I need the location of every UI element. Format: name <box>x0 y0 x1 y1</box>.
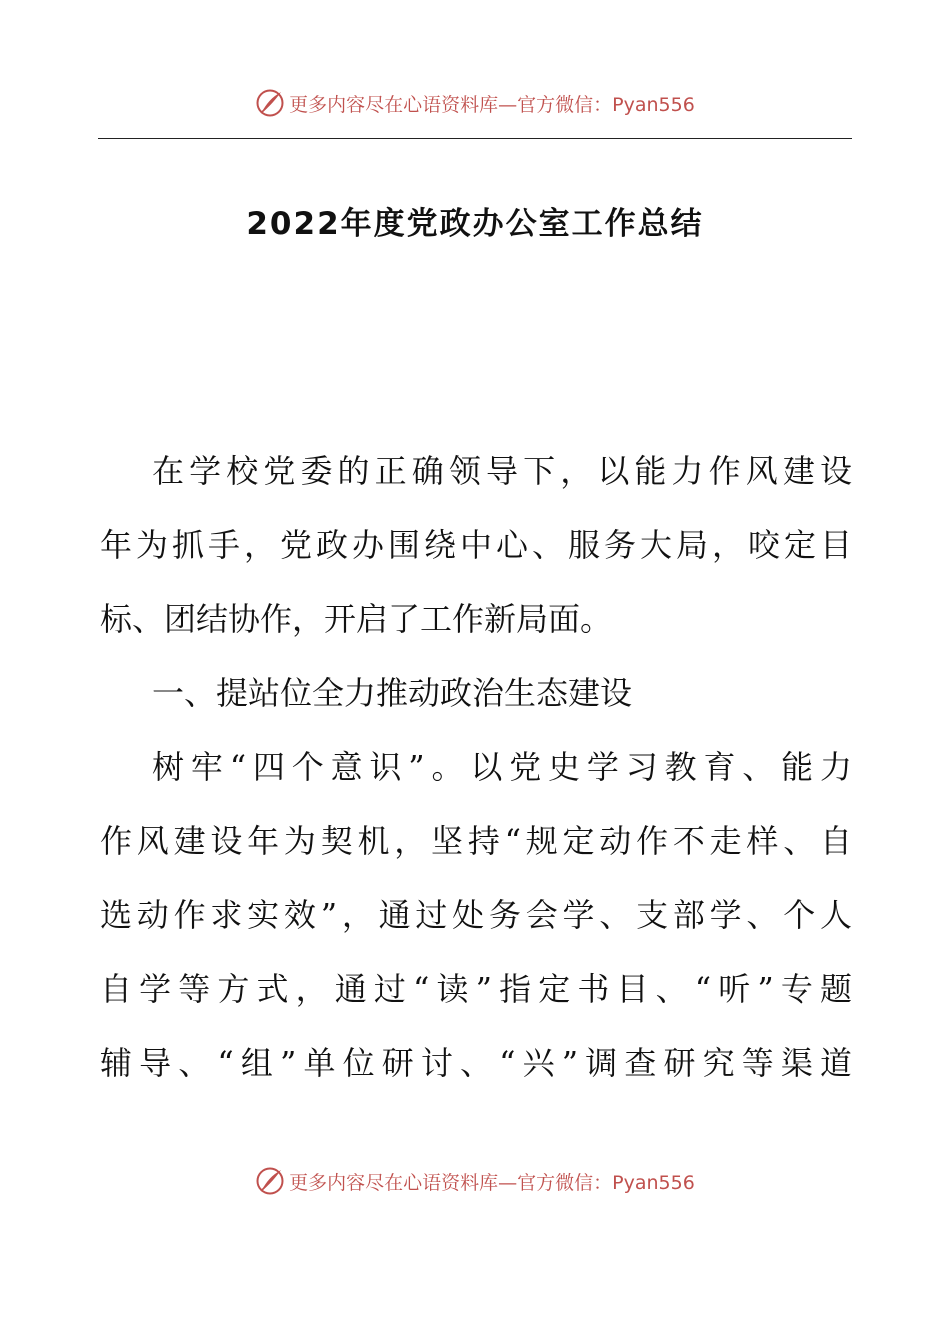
quill-pen-logo-icon <box>255 1166 285 1196</box>
header-watermark <box>0 90 950 120</box>
watermark-wechat-id: Pyan556 <box>612 1172 695 1194</box>
section-heading-1: 一、提站位全力推动政治生态建设 <box>152 674 633 712</box>
document-body <box>100 434 852 1100</box>
body-line-9: 辅导、“组”单位研讨、“兴”调查研究等渠道 <box>100 1044 852 1082</box>
body-line-5: 树牢“四个意识”。以党史学习教育、能力 <box>152 748 852 786</box>
body-line-8: 自学等方式，通过“读”指定书目、“听”专题 <box>100 970 852 1008</box>
header-divider <box>98 138 852 139</box>
footer-watermark <box>0 1168 950 1198</box>
watermark-text: 更多内容尽在心语资料库—官方微信： <box>289 1172 613 1194</box>
watermark-text: 更多内容尽在心语资料库—官方微信： <box>289 94 613 116</box>
quill-pen-logo-icon <box>255 88 285 118</box>
body-line-1: 在学校党委的正确领导下，以能力作风建设 <box>152 452 852 490</box>
document-title: 2022年度党政办公室工作总结 <box>246 206 704 242</box>
watermark-wechat-id: Pyan556 <box>612 94 695 116</box>
body-line-6: 作风建设年为契机，坚持“规定动作不走样、自 <box>100 822 852 860</box>
body-line-3: 标、团结协作，开启了工作新局面。 <box>100 600 613 638</box>
body-line-2: 年为抓手，党政办围绕中心、服务大局，咬定目 <box>100 526 852 564</box>
body-line-7: 选动作求实效”，通过处务会学、支部学、个人 <box>100 896 852 934</box>
